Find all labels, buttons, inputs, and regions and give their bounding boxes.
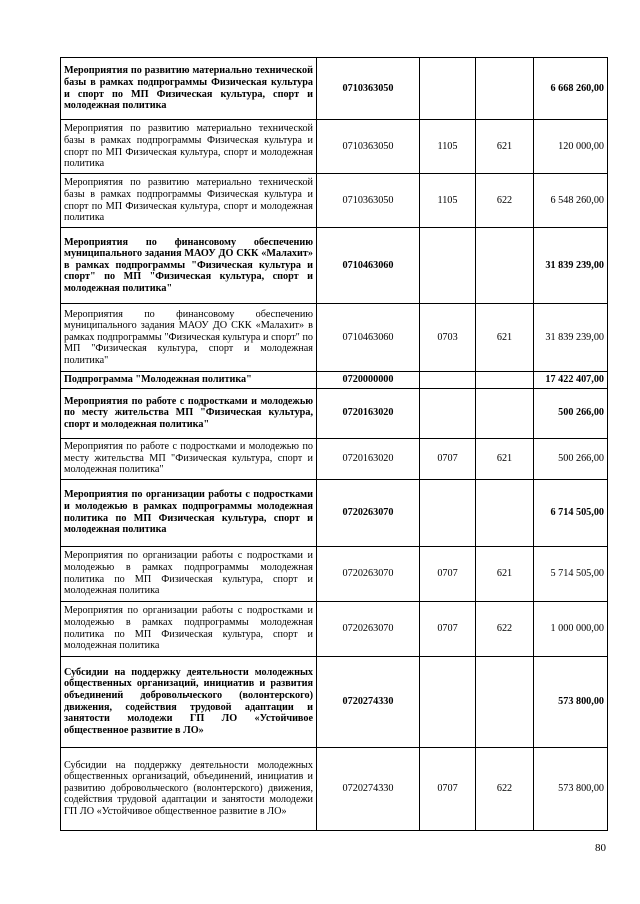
- table-row: [61, 601, 608, 656]
- row-section-code: [420, 228, 476, 304]
- row-name: Мероприятия по организации работы с подростками и молодежью в рамках подпрограммы молодежная политика по МП Физическая культура, спорт и молодежная политика: [61, 546, 317, 601]
- table-row: [61, 747, 608, 830]
- row-target-code: 0720263070: [317, 479, 420, 546]
- row-section-code: [420, 479, 476, 546]
- row-amount: 31 839 239,00: [534, 304, 608, 372]
- row-section-code: 0703: [420, 304, 476, 372]
- table-row: [61, 304, 608, 372]
- row-amount: 6 548 260,00: [534, 174, 608, 228]
- table-row: [61, 174, 608, 228]
- row-section-code: [420, 372, 476, 389]
- row-target-code: 0720263070: [317, 601, 420, 656]
- row-expense-type: [476, 656, 534, 747]
- row-name: Мероприятия по финансовому обеспечению муниципального задания МАОУ ДО СКК «Малахит» в рамках подпрограммы "Физическая культура и спорт" по МП "Физическая культура, спорт и молодежная политика": [61, 228, 317, 304]
- row-target-code: 0720000000: [317, 372, 420, 389]
- row-expense-type: [476, 228, 534, 304]
- row-name: Субсидии на поддержку деятельности молодежных общественных организаций, инициатив и развития объединений добровольческого (волонтерского) движения, содействия трудовой адаптации и занятости молодежи ГП ЛО «Устойчивое общественное развитие в ЛО»: [61, 656, 317, 747]
- table-row: [61, 58, 608, 120]
- row-expense-type: 622: [476, 747, 534, 830]
- row-name: Мероприятия по организации работы с подростками и молодежью в рамках подпрограммы молодежная политика по МП Физическая культура, спорт и молодежная политика: [61, 479, 317, 546]
- row-amount: 573 800,00: [534, 747, 608, 830]
- row-amount: 500 266,00: [534, 438, 608, 479]
- row-expense-type: 622: [476, 601, 534, 656]
- table-row: [61, 438, 608, 479]
- row-expense-type: 621: [476, 438, 534, 479]
- row-name: Мероприятия по развитию материально технической базы в рамках подпрограммы Физическая культура и спорт по МП Физическая культура, спорт и молодежная политика: [61, 58, 317, 120]
- row-name: Мероприятия по развитию материально технической базы в рамках подпрограммы Физическая культура и спорт по МП Физическая культура, спорт и молодежная политика: [61, 120, 317, 174]
- row-amount: 5 714 505,00: [534, 546, 608, 601]
- row-section-code: 0707: [420, 601, 476, 656]
- budget-table-body: [61, 58, 608, 831]
- row-target-code: 0720263070: [317, 546, 420, 601]
- row-expense-type: 621: [476, 304, 534, 372]
- table-row: [61, 372, 608, 389]
- row-target-code: 0720274330: [317, 747, 420, 830]
- row-target-code: 0710363050: [317, 120, 420, 174]
- page-number: 80: [595, 842, 606, 854]
- row-section-code: 0707: [420, 747, 476, 830]
- row-target-code: 0710463060: [317, 304, 420, 372]
- row-target-code: 0710363050: [317, 58, 420, 120]
- row-amount: 120 000,00: [534, 120, 608, 174]
- row-name: Мероприятия по развитию материально технической базы в рамках подпрограммы Физическая культура и спорт по МП Физическая культура, спорт и молодежная политика: [61, 174, 317, 228]
- row-section-code: 0707: [420, 546, 476, 601]
- row-target-code: 0720163020: [317, 438, 420, 479]
- row-expense-type: 621: [476, 546, 534, 601]
- table-row: [61, 546, 608, 601]
- row-amount: 573 800,00: [534, 656, 608, 747]
- row-name: Подпрограмма "Молодежная политика": [61, 372, 317, 389]
- row-expense-type: [476, 58, 534, 120]
- row-amount: 17 422 407,00: [534, 372, 608, 389]
- row-amount: 31 839 239,00: [534, 228, 608, 304]
- table-row: [61, 479, 608, 546]
- table-row: [61, 120, 608, 174]
- row-expense-type: [476, 479, 534, 546]
- table-row: [61, 228, 608, 304]
- row-section-code: [420, 388, 476, 438]
- row-expense-type: [476, 372, 534, 389]
- row-name: Мероприятия по финансовому обеспечению муниципального задания МАОУ ДО СКК «Малахит» в рамках подпрограммы "Физическая культура и спорт" по МП "Физическая культура, спорт и молодежная политика": [61, 304, 317, 372]
- row-section-code: 1105: [420, 174, 476, 228]
- row-expense-type: 622: [476, 174, 534, 228]
- row-target-code: 0720274330: [317, 656, 420, 747]
- row-section-code: [420, 58, 476, 120]
- row-expense-type: 621: [476, 120, 534, 174]
- row-target-code: 0710463060: [317, 228, 420, 304]
- row-amount: 6 714 505,00: [534, 479, 608, 546]
- row-target-code: 0710363050: [317, 174, 420, 228]
- row-section-code: 0707: [420, 438, 476, 479]
- budget-table: [60, 57, 608, 831]
- row-name: Мероприятия по работе с подростками и молодежью по месту жительства МП "Физическая культура, спорт и молодежная политика": [61, 438, 317, 479]
- table-row: [61, 656, 608, 747]
- row-name: Субсидии на поддержку деятельности молодежных общественных организаций, объединений, инициатив и развитию добровольческого (волонтерского) движения, содействия трудовой адаптации и занятости молодежи ГП ЛО «Устойчивое общественное развитие в ЛО»: [61, 747, 317, 830]
- row-section-code: 1105: [420, 120, 476, 174]
- row-name: Мероприятия по организации работы с подростками и молодежью в рамках подпрограммы молодежная политика по МП Физическая культура, спорт и молодежная политика: [61, 601, 317, 656]
- row-amount: 1 000 000,00: [534, 601, 608, 656]
- row-name: Мероприятия по работе с подростками и молодежью по месту жительства МП "Физическая культура, спорт и молодежная политика": [61, 388, 317, 438]
- table-row: [61, 388, 608, 438]
- row-expense-type: [476, 388, 534, 438]
- row-amount: 6 668 260,00: [534, 58, 608, 120]
- row-section-code: [420, 656, 476, 747]
- row-target-code: 0720163020: [317, 388, 420, 438]
- row-amount: 500 266,00: [534, 388, 608, 438]
